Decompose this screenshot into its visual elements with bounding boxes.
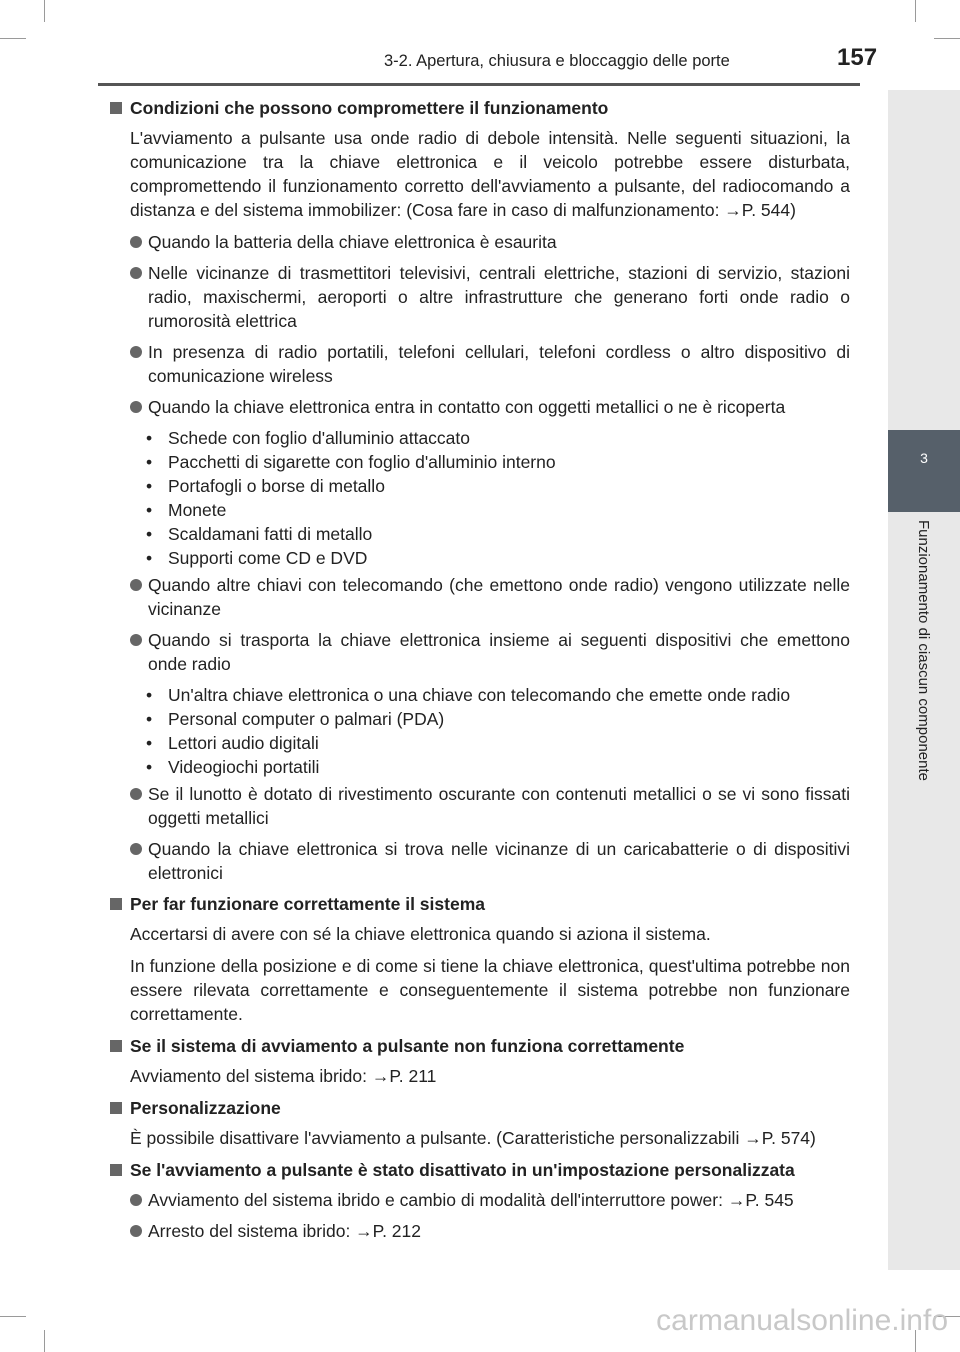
square-bullet-icon [110, 102, 122, 114]
dot-bullet-icon: • [146, 428, 153, 448]
list-item [130, 395, 850, 419]
section-heading [110, 892, 850, 916]
section-heading [110, 1158, 850, 1182]
circle-bullet-icon [130, 634, 142, 646]
dot-bullet-icon: • [146, 548, 153, 568]
list-item [130, 628, 850, 676]
chapter-tab [888, 430, 960, 512]
page-number: 157 [837, 44, 878, 71]
dot-bullet-icon: • [146, 733, 153, 753]
chapter-title: Funzionamento di ciascun componente [915, 520, 932, 781]
watermark: carmanualsonline.info [656, 1304, 948, 1337]
dot-bullet-icon: • [146, 757, 153, 777]
sub-list-item-text: Un'altra chiave elettronica o una chiave con telecomando che emette onde radio [168, 685, 791, 705]
sub-list-item-text: Supporti come CD e DVD [168, 548, 368, 568]
list-item-text: In presenza di radio portatili, telefoni cellulari, telefoni cordless o altro dispositivo di comunicazione wireless [148, 342, 850, 386]
sub-list [146, 426, 850, 570]
dot-bullet-icon: • [146, 709, 153, 729]
list-item-text: Quando la chiave elettronica si trova nelle vicinanze di un caricabatterie o di dispositivi elettronici [148, 839, 850, 883]
sub-list-item-text: Scaldamani fatti di metallo [168, 524, 373, 544]
dot-bullet-icon: • [146, 500, 153, 520]
section-heading [110, 1096, 850, 1120]
dot-bullet-icon: • [146, 452, 153, 472]
body-paragraph: L'avviamento a pulsante usa onde radio di debole intensità. Nelle seguenti situazioni, la comunicazione tra la chiave elettronica e il veicolo potrebbe essere disturbata, compromettendo il funzionamento corretto dell'avviamento a pulsante, del radiocomando a distanza e del sistema immobilizer: (Cosa fare in caso di malfunzionamento: →P. 544) [130, 128, 850, 220]
crop-mark [44, 1330, 45, 1352]
dot-bullet-icon: • [146, 685, 153, 705]
list-item [130, 1219, 850, 1243]
crop-mark [934, 38, 960, 39]
body-paragraph: In funzione della posizione e di come si tiene la chiave elettronica, quest'ultima potrebbe non essere rilevata correttamente e conseguentemente il sistema potrebbe non funzionare correttamente. [130, 956, 850, 1024]
square-bullet-icon [110, 1164, 122, 1176]
section-title: Se l'avviamento a pulsante è stato disattivato in un'impostazione personalizzata [130, 1160, 795, 1180]
dot-bullet-icon: • [146, 476, 153, 496]
sub-list-item [146, 450, 850, 474]
crop-mark [0, 1316, 26, 1317]
chapter-number: 3 [920, 450, 928, 466]
header-divider [98, 83, 860, 86]
circle-bullet-icon [130, 843, 142, 855]
sub-list-item [146, 707, 850, 731]
list-item-text: Quando altre chiavi con telecomando (che emettono onde radio) vengono utilizzate nelle vicinanze [148, 575, 850, 619]
list-item-text: Quando la chiave elettronica entra in contatto con oggetti metallici o ne è ricoperta [148, 397, 786, 417]
section-title: Se il sistema di avviamento a pulsante non funziona correttamente [130, 1036, 685, 1056]
square-bullet-icon [110, 1102, 122, 1114]
crop-mark [0, 38, 26, 39]
square-bullet-icon [110, 1040, 122, 1052]
crop-mark [44, 0, 45, 22]
sub-list-item-text: Pacchetti di sigarette con foglio d'alluminio interno [168, 452, 556, 472]
circle-bullet-icon [130, 788, 142, 800]
circle-bullet-icon [130, 1194, 142, 1206]
running-header: 3-2. Apertura, chiusura e bloccaggio delle porte [384, 52, 730, 70]
sub-list-item-text: Personal computer o palmari (PDA) [168, 709, 445, 729]
body-paragraph: È possibile disattivare l'avviamento a pulsante. (Caratteristiche personalizzabili →P. 574) [130, 1128, 816, 1148]
sub-list-item [146, 426, 850, 450]
list-item [130, 340, 850, 388]
sub-list-item-text: Videogiochi portatili [168, 757, 320, 777]
sub-list-item [146, 546, 850, 570]
sub-list-item [146, 498, 850, 522]
section-title: Personalizzazione [130, 1098, 281, 1118]
square-bullet-icon [110, 898, 122, 910]
sub-list-item-text: Lettori audio digitali [168, 733, 319, 753]
section-title: Per far funzionare correttamente il sistema [130, 894, 485, 914]
list-item [130, 782, 850, 830]
list-item-text: Quando la batteria della chiave elettronica è esaurita [148, 232, 557, 252]
list-item-text: Se il lunotto è dotato di rivestimento oscurante con contenuti metallici o se vi sono fissati oggetti metallici [148, 784, 850, 828]
page-content [110, 96, 850, 1250]
circle-bullet-icon [130, 579, 142, 591]
circle-bullet-icon [130, 346, 142, 358]
sub-list-item [146, 683, 850, 707]
list-item-text: Arresto del sistema ibrido: →P. 212 [148, 1221, 422, 1241]
sub-list-item [146, 731, 850, 755]
list-item [130, 837, 850, 885]
circle-bullet-icon [130, 401, 142, 413]
section-heading [110, 1034, 850, 1058]
list-item-text: Quando si trasporta la chiave elettronica insieme ai seguenti dispositivi che emettono onde radio [148, 630, 850, 674]
body-paragraph: Avviamento del sistema ibrido: →P. 211 [130, 1066, 437, 1086]
sub-list-item [146, 522, 850, 546]
sub-list-item [146, 755, 850, 779]
list-item-text: Nelle vicinanze di trasmettitori televisivi, centrali elettriche, stazioni di servizio, stazioni radio, maxischermi, aeroporti o altre infrastrutture che generano forti onde radio o rumorosità elettrica [148, 263, 850, 331]
section-title: Condizioni che possono compromettere il funzionamento [130, 98, 609, 118]
sub-list-item-text: Monete [168, 500, 227, 520]
sub-list-item-text: Schede con foglio d'alluminio attaccato [168, 428, 471, 448]
list-item [130, 230, 850, 254]
list-item [130, 573, 850, 621]
sub-list-item-text: Portafogli o borse di metallo [168, 476, 385, 496]
circle-bullet-icon [130, 236, 142, 248]
circle-bullet-icon [130, 267, 142, 279]
list-item-text: Avviamento del sistema ibrido e cambio di modalità dell'interruttore power: →P. 545 [148, 1190, 794, 1210]
sub-list-item [146, 474, 850, 498]
list-item [130, 1188, 850, 1212]
crop-mark [915, 0, 916, 22]
dot-bullet-icon: • [146, 524, 153, 544]
section-heading [110, 96, 850, 120]
sub-list [146, 683, 850, 779]
list-item [130, 261, 850, 333]
body-paragraph: Accertarsi di avere con sé la chiave elettronica quando si aziona il sistema. [130, 924, 711, 944]
circle-bullet-icon [130, 1225, 142, 1237]
